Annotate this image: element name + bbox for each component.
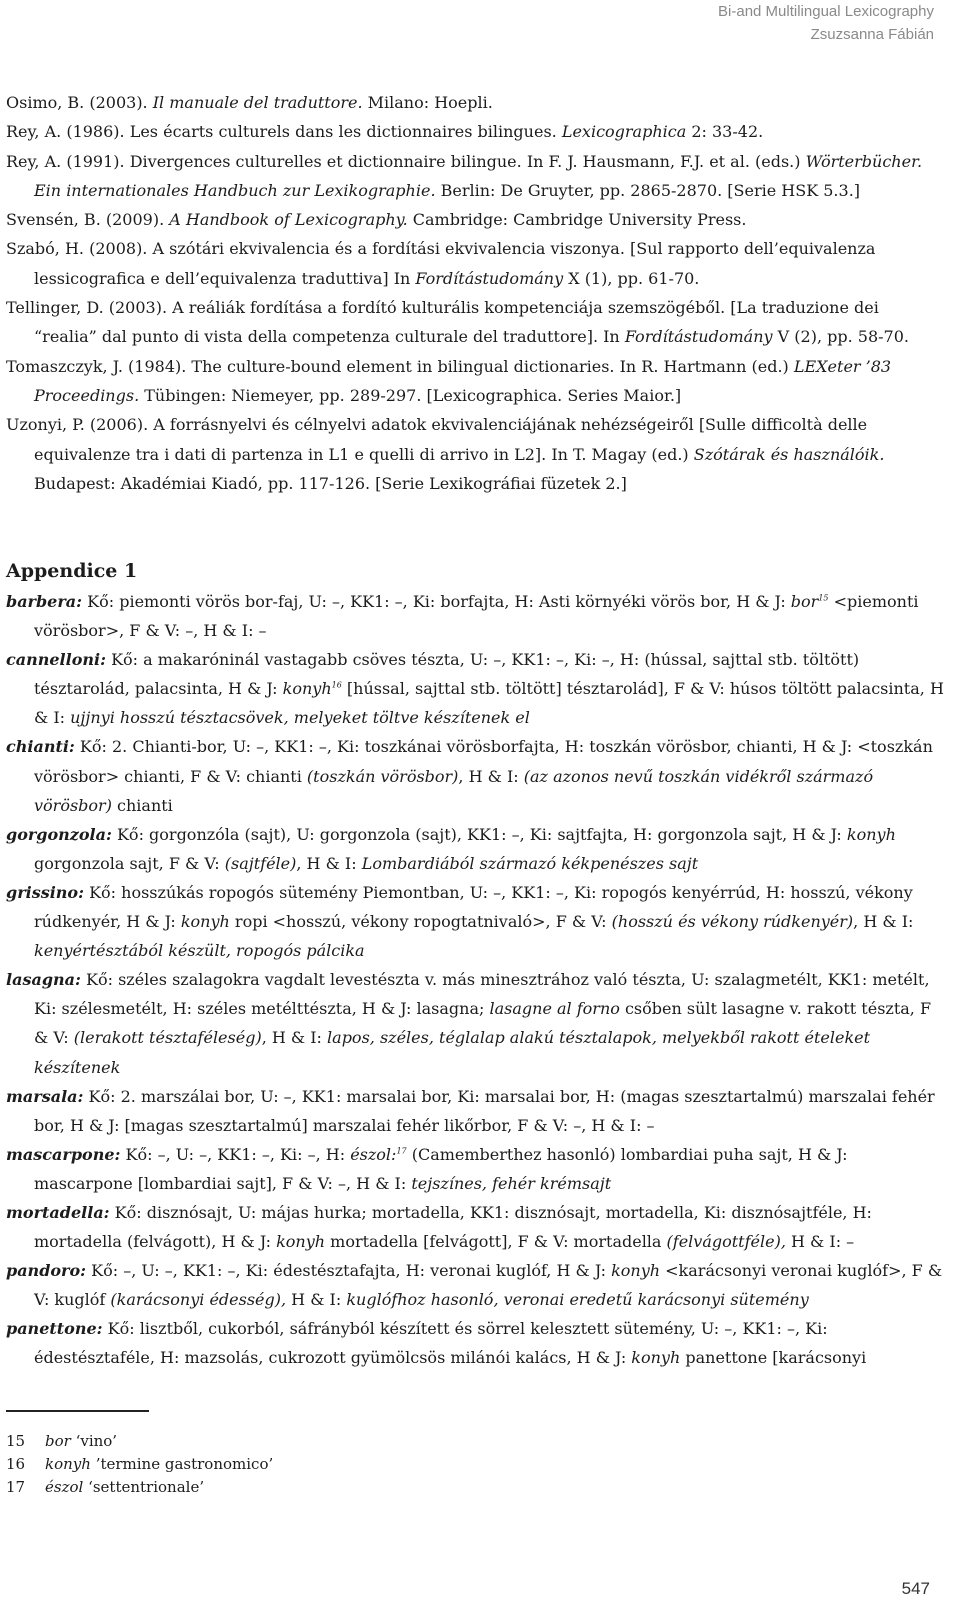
entry-text: (az azonos nevű toszkán vidékről származó vörösbor) — [34, 766, 874, 815]
entry-text: Kő: 2. marszálai bor, U: –, KK1: marsalai bor, Ki: marsalai bor, H: (magas szesztartalmú) marszalai fehér bor, H & J: [magas szesztartalmú] marszalai fehér likőrbor, F & V: –, H & I: – — [34, 1086, 935, 1135]
reference-item: Szabó, H. (2008). A szótári ekvivalencia és a fordítási ekvivalencia viszonya. [Sul rapporto dell’equivalenza lessicografica e dell’equivalenza traduttiva] In Fordítástudomány X (1), pp. 61-70. — [6, 239, 876, 288]
reference-item: Tomaszczyk, J. (1984). The culture-bound element in bilingual dictionaries. In R. Hartmann (ed.) LEXeter ’83 Proceedings. Tübingen: Niemeyer, pp. 289-297. [Lexicographica. Series Maior.] — [6, 356, 892, 405]
entry-text: , H & I: — [261, 1028, 328, 1048]
entry-text: Kő: a makaróninál vastagabb csöves tészta, U: –, KK1: –, Ki: –, H: (hússal, sajttal stb. töltött) tésztarolád, palacsinta, H & J: — [34, 650, 860, 699]
entry-text: mortadella [felvágott], F & V: mortadella — [325, 1232, 667, 1252]
entry-text: , H & I: — [296, 853, 362, 873]
entry-text: [hússal, sajttal stb. töltött] tésztarolád], F & V: húsos töltött palacsinta, H & I: — [34, 679, 944, 728]
entry-text: Kő: –, U: –, KK1: –, Ki: –, H: — [120, 1144, 351, 1164]
reference-item: Tellinger, D. (2003). A reáliák fordítása a fordító kulturális kompetenciája szemszögéből. [La traduzione dei “realia” dal punto di vista della competenza culturale del traduttore]. In Fordítástudomány V (2), pp. 58-70. — [6, 298, 909, 347]
entry-text: (felvágottféle), — [666, 1232, 786, 1252]
entry-text: (hosszú és vékony rúdkenyér) — [611, 912, 854, 932]
journal-title: Bi-and Multilingual Lexicography — [718, 3, 934, 20]
entry-headword: lasagna: — [6, 970, 81, 990]
footnote-item — [6, 1430, 606, 1453]
entry-text: (toszkán vörösbor) — [306, 766, 459, 786]
appendix-section — [6, 556, 944, 1373]
entry-headword: barbera: — [6, 592, 83, 611]
entry-text: H & I: – — [785, 1232, 855, 1252]
entry-text: gorgonzola sajt, F & V: — [34, 853, 225, 873]
entry-text: <piemonti vörösbor>, F & V: –, H & I: – — [34, 592, 919, 641]
entry-text: konyh — [631, 1348, 681, 1368]
glossary-entry — [6, 1256, 944, 1314]
footnote-ref: 15 — [818, 593, 829, 603]
entry-headword: marsala: — [6, 1086, 84, 1106]
entry-headword: pandoro: — [6, 1261, 87, 1281]
author-name: Zsuzsanna Fábián — [810, 26, 934, 43]
entry-text: ropi <hosszú, vékony ropogtatnivaló>, F & V: — [229, 912, 612, 932]
entry-text: Kő: –, U: –, KK1: –, Ki: édestésztafajta, H: veronai kuglóf, H & J: — [86, 1261, 612, 1281]
appendix-title: Appendice 1 — [6, 560, 138, 582]
reference-item: Svensén, B. (2009). A Handbook of Lexicography. Cambridge: Cambridge University Press. — [6, 210, 747, 230]
running-header — [718, 0, 934, 46]
entry-text: konyh — [180, 912, 230, 932]
entry-text: konyh — [282, 679, 332, 699]
page-number: 547 — [901, 1579, 930, 1598]
entry-text: Kő: disznósajt, U: májas hurka; mortadella, KK1: disznósajt, mortadella, Ki: disznósajtféle, H: mortadella (felvágott), H & J: — [34, 1202, 872, 1252]
glossary-entries — [6, 587, 944, 1373]
entry-headword: grissino: — [6, 882, 84, 902]
glossary-entry — [6, 1140, 944, 1198]
entry-text: , H & I: — [853, 912, 914, 932]
entry-text: (sajtféle) — [224, 853, 297, 873]
footnote-item — [6, 1453, 606, 1476]
glossary-entry — [6, 1198, 944, 1256]
reference-item: Osimo, B. (2003). Il manuale del traduttore. Milano: Hoepli. — [6, 93, 493, 112]
footnote-text: észol ‘settentrionale’ — [45, 1478, 205, 1496]
footnote-number: 15 — [6, 1432, 26, 1450]
entry-text: tejszínes, fehér krémsajt — [411, 1173, 612, 1193]
entry-text: Kő: széles szalagokra vagdalt levestészta v. más minesztrához való tészta, U: szalagmetélt, KK1: metélt, Ki: szélesmetélt, H: széles metélttészta, H & J: lasagna; — [34, 970, 930, 1019]
entry-text: Kő: 2. Chianti-bor, U: –, KK1: –, Ki: toszkánai vörösborfajta, H: toszkán vörösbor, chianti, H & J: <toszkán vörösbor> chianti, F & V: chianti — [34, 737, 933, 786]
entry-text: H & I: — [286, 1290, 347, 1310]
glossary-entry — [6, 820, 944, 878]
entry-text: (Camemberthez hasonló) lombardiai puha sajt, H & J: mascarpone [lombardiai sajt], F & V: –, H & I: — [34, 1144, 848, 1193]
entry-text: (lerakott tésztaféleség) — [73, 1028, 262, 1048]
entry-text: (karácsonyi édesség), — [110, 1290, 287, 1310]
glossary-entry — [6, 645, 944, 732]
entry-text: Kő: lisztből, cukorból, sáfrányból készített és sörrel kelesztett sütemény, U: –, KK1: –, Ki: édestésztaféle, H: mazsolás, cukrozott gyümölcsös milánói kalács, H & J: — [34, 1319, 828, 1368]
reference-item: Uzonyi, P. (2006). A forrásnyelvi és célnyelvi adatok ekvivalenciájának nehézségeiről [Sulle difficoltà delle equivalenze tra i dati di partenza in L1 e quelli di arrivo in L2]. In T. Magay (ed.) Szótárak és használóik. Budapest: Akadémiai Kiadó, pp. 117-126. [Serie Lexikográfiai füzetek 2.] — [6, 415, 885, 493]
entry-headword: mortadella: — [6, 1202, 110, 1222]
glossary-entry — [6, 587, 944, 645]
footnote-text: konyh ’termine gastronomico’ — [45, 1455, 274, 1473]
footnote-item — [6, 1476, 606, 1499]
glossary-entry — [6, 1314, 944, 1372]
entry-text: panettone [karácsonyi — [680, 1348, 867, 1368]
entry-text: kuglófhoz hasonló, veronai eredetű karácsonyi sütemény — [346, 1290, 809, 1310]
reference-item: Rey, A. (1991). Divergences culturelles et dictionnaire bilingue. In F. J. Hausmann, F.J. et al. (eds.) Wörterbücher. Ein internationales Handbuch zur Lexikographie. Berlin: De Gruyter, pp. 2865-2870. [Serie HSK 5.3.] — [6, 151, 923, 200]
footnote-ref: 16 — [331, 680, 342, 690]
footnote-text: bor ‘vino’ — [45, 1432, 118, 1450]
entry-text: konyh — [611, 1261, 661, 1281]
glossary-entry — [6, 965, 944, 1081]
entry-text: <karácsonyi veronai kuglóf>, F & V: kuglóf — [34, 1261, 943, 1310]
entry-headword: chianti: — [6, 737, 75, 757]
reference-list — [6, 88, 944, 498]
footnotes — [6, 1430, 606, 1499]
entry-headword: cannelloni: — [6, 650, 106, 670]
entry-text: konyh — [846, 824, 896, 844]
entry-headword: mascarpone: — [6, 1144, 121, 1164]
entry-text: észol: — [350, 1144, 397, 1164]
glossary-entry — [6, 732, 944, 819]
footnote-number: 17 — [6, 1478, 26, 1496]
entry-text: lapos, széles, téglalap alakú tésztalapok, melyekből rakott ételeket készítenek — [34, 1028, 871, 1077]
entry-text: ujjnyi hosszú tésztacsövek, melyeket töltve készítenek el — [70, 708, 530, 728]
entry-text: Kő: piemonti vörös bor-faj, U: –, KK1: –, Ki: borfajta, H: Asti környéki vörös bor, H & J: — [82, 592, 791, 611]
reference-item: Rey, A. (1986). Les écarts culturels dans les dictionnaires bilingues. Lexicographica 2: 33-42. — [6, 122, 764, 142]
footnote-ref: 17 — [396, 1146, 407, 1156]
entry-text: kenyértésztából készült, ropogós pálcika — [34, 941, 365, 961]
footnote-divider — [6, 1410, 149, 1412]
entry-text: chianti — [111, 795, 173, 815]
entry-text: Lombardiából származó kékpenészes sajt — [361, 853, 699, 873]
glossary-entry — [6, 878, 944, 965]
footnote-number: 16 — [6, 1455, 26, 1473]
entry-text: konyh — [276, 1232, 326, 1252]
entry-text: csőben sült lasagne v. rakott tészta, F & V: — [34, 999, 932, 1048]
entry-text: , H & I: — [458, 766, 524, 786]
entry-text: Kő: gorgonzóla (sajt), U: gorgonzola (sajt), KK1: –, Ki: sajtfajta, H: gorgonzola sajt, H & J: — [111, 824, 847, 844]
glossary-entry — [6, 1082, 944, 1140]
entry-text: Kő: hosszúkás ropogós sütemény Piemontban, U: –, KK1: –, Ki: ropogós kenyérrúd, H: hosszú, vékony rúdkenyér, H & J: — [34, 882, 913, 932]
entry-text: bor — [790, 592, 819, 611]
entry-headword: gorgonzola: — [6, 824, 112, 844]
entry-headword: panettone: — [6, 1319, 103, 1339]
entry-text: lasagne al forno — [489, 999, 620, 1019]
